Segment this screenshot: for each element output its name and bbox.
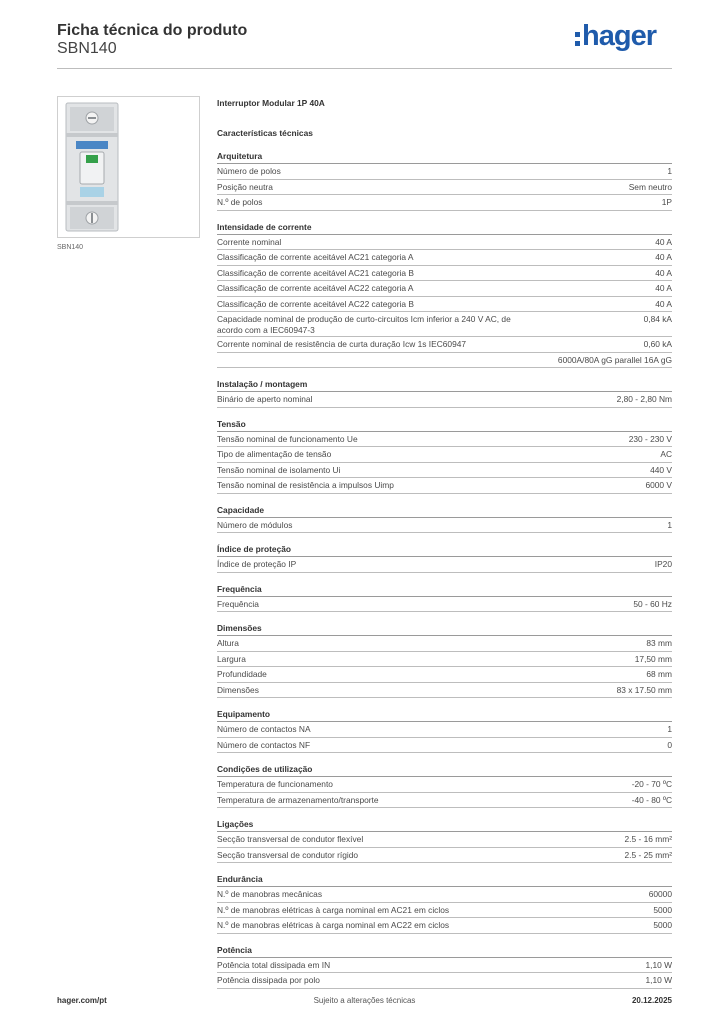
spec-label: Temperatura de funcionamento [217,779,333,789]
spec-value: 1P [661,197,672,207]
image-caption: SBN140 [57,244,84,251]
spec-row [217,973,672,989]
spec-value: 1,10 W [645,975,672,985]
group-title: Equipamento [217,708,672,722]
spec-row [217,164,672,180]
product-code: SBN140 [57,40,117,57]
spec-group [217,504,672,534]
group-title: Potência [217,944,672,958]
spec-value: 50 - 60 Hz [633,598,672,609]
spec-row [217,557,672,573]
spec-groups [217,150,672,989]
spec-row [217,958,672,974]
product-name: Interruptor Modular 1P 40A [217,98,325,108]
spec-label: Altura [217,638,239,648]
spec-label: Tensão nominal de isolamento Ui [217,464,341,475]
spec-value: 40 A [655,267,672,278]
group-title: Endurância [217,873,672,887]
spec-group [217,150,672,211]
spec-row [217,180,672,196]
spec-value: 60000 [648,889,672,899]
spec-label: Tensão nominal de funcionamento Ue [217,433,358,444]
spec-group [217,583,672,613]
spec-group [217,221,672,369]
spec-value: 83 x 17.50 mm [616,684,672,695]
spec-value: 2,80 - 2,80 Nm [616,394,672,404]
footer-notice: Sujeito a alterações técnicas [313,996,416,1005]
spec-row [217,250,672,266]
spec-label: Número de contactos NA [217,724,311,734]
group-title: Arquitetura [217,150,672,164]
spec-group [217,818,672,863]
spec-value: 0,84 kA [643,314,672,324]
spec-row [217,667,672,683]
spec-group [217,418,672,494]
spec-group [217,378,672,408]
spec-value: 40 A [655,283,672,293]
hager-logo [575,20,656,52]
spec-row [217,832,672,848]
group-title: Condições de utilização [217,763,672,777]
group-title: Capacidade [217,504,672,518]
spec-group [217,944,672,989]
spec-row [217,738,672,754]
spec-row [217,887,672,903]
spec-value: 2.5 - 16 mm² [624,834,672,844]
spec-row [217,447,672,463]
spec-value: 440 V [650,464,672,475]
spec-label: Secção transversal de condutor rígido [217,849,359,860]
circuit-breaker-image [58,97,199,237]
spec-label: Tipo de alimentação de tensão [217,449,332,459]
spec-row [217,903,672,919]
spec-section [217,96,672,989]
spec-value: 83 mm [646,638,672,648]
spec-value: -40 - 80 ºC [631,794,672,805]
spec-row [217,918,672,934]
spec-label: N.º de manobras elétricas à carga nominal em AC22 em ciclos [217,920,450,930]
spec-label: Classificação de corrente aceitável AC22 categoria A [217,283,414,293]
spec-label: Largura [217,653,246,664]
spec-row [217,777,672,793]
spec-group [217,543,672,573]
spec-group [217,873,672,934]
spec-row [217,793,672,809]
group-title: Ligações [217,818,672,832]
spec-label: Secção transversal de condutor flexível [217,834,364,844]
spec-value: 1 [667,166,672,176]
spec-row [217,722,672,738]
spec-value: 1 [667,519,672,530]
spec-row [217,392,672,408]
spec-row [217,312,672,337]
footer-website: hager.com/pt [57,996,107,1005]
spec-value: 5000 [653,920,672,930]
spec-row [217,235,672,251]
spec-row [217,597,672,613]
spec-row [217,463,672,479]
spec-row [217,266,672,282]
spec-label: Número de contactos NF [217,739,311,750]
spec-row [217,478,672,494]
group-title: Índice de proteção [217,543,672,557]
spec-value: 6000 V [645,480,672,490]
spec-value: 40 A [655,252,672,262]
group-title: Tensão [217,418,672,432]
spec-label: Temperatura de armazenamento/transporte [217,794,379,805]
product-image [57,96,200,238]
spec-group [217,708,672,753]
spec-row [217,636,672,652]
spec-row [217,297,672,313]
spec-label: Número de polos [217,166,281,176]
spec-value: Sem neutro [628,181,672,192]
spec-label: Corrente nominal de resistência de curta duração Icw 1s IEC60947 [217,339,467,349]
spec-row [217,337,672,353]
spec-label: Número de módulos [217,519,293,530]
spec-row [217,848,672,864]
spec-value: 68 mm [646,669,672,679]
spec-value: 40 A [655,236,672,247]
spec-value: 5000 [653,904,672,915]
spec-value: 40 A [655,298,672,309]
spec-value: 6000A/80A gG parallel 16A gG [557,354,672,365]
spec-label: Posição neutra [217,181,273,192]
spec-group [217,622,672,698]
spec-label: Classificação de corrente aceitável AC22 categoria B [217,298,414,309]
spec-row [217,353,672,369]
spec-value: AC [660,449,672,459]
spec-label: Corrente nominal [217,236,282,247]
spec-row [217,652,672,668]
spec-value: 230 - 230 V [628,433,672,444]
spec-label: Frequência [217,598,259,609]
spec-row [217,281,672,297]
spec-value: 17,50 mm [634,653,672,664]
spec-row [217,518,672,534]
spec-label: N.º de manobras elétricas à carga nominal em AC21 em ciclos [217,904,450,915]
spec-group [217,763,672,808]
spec-label: Classificação de corrente aceitável AC21 categoria A [217,252,414,262]
spec-value: IP20 [654,559,672,569]
spec-label: Profundidade [217,669,267,679]
group-title: Instalação / montagem [217,378,672,392]
spec-value: 1 [667,724,672,734]
group-title: Intensidade de corrente [217,221,672,235]
spec-label: Classificação de corrente aceitável AC21 categoria B [217,267,414,278]
spec-label: N.º de manobras mecânicas [217,889,323,899]
spec-label: Capacidade nominal de produção de curto-circuitos Icm inferior a 240 V AC, de acordo com a IEC60947-3 [217,314,511,335]
spec-value: -20 - 70 ºC [631,779,672,789]
spec-value: 1,10 W [645,959,672,970]
group-title: Dimensões [217,622,672,636]
logo-dots-icon [575,32,580,46]
spec-value: 2.5 - 25 mm² [624,849,672,860]
spec-row [217,432,672,448]
spec-label: Dimensões [217,684,259,695]
spec-label: Potência total dissipada em IN [217,959,331,970]
spec-label: N.º de polos [217,197,263,207]
spec-row [217,683,672,699]
spec-heading: Características técnicas [217,128,313,138]
footer-date: 20.12.2025 [631,996,672,1005]
page-title: Ficha técnica do produto [57,22,248,39]
group-title: Frequência [217,583,672,597]
spec-label: Índice de proteção IP [217,559,297,569]
spec-label: Tensão nominal de resistência a impulsos Uimp [217,480,394,490]
page-header [57,20,672,69]
logo-text: hager [582,20,656,52]
spec-value: 0 [667,739,672,750]
spec-label: Binário de aperto nominal [217,394,313,404]
spec-row [217,195,672,211]
spec-label: Potência dissipada por polo [217,975,320,985]
spec-value: 0,60 kA [643,339,672,349]
